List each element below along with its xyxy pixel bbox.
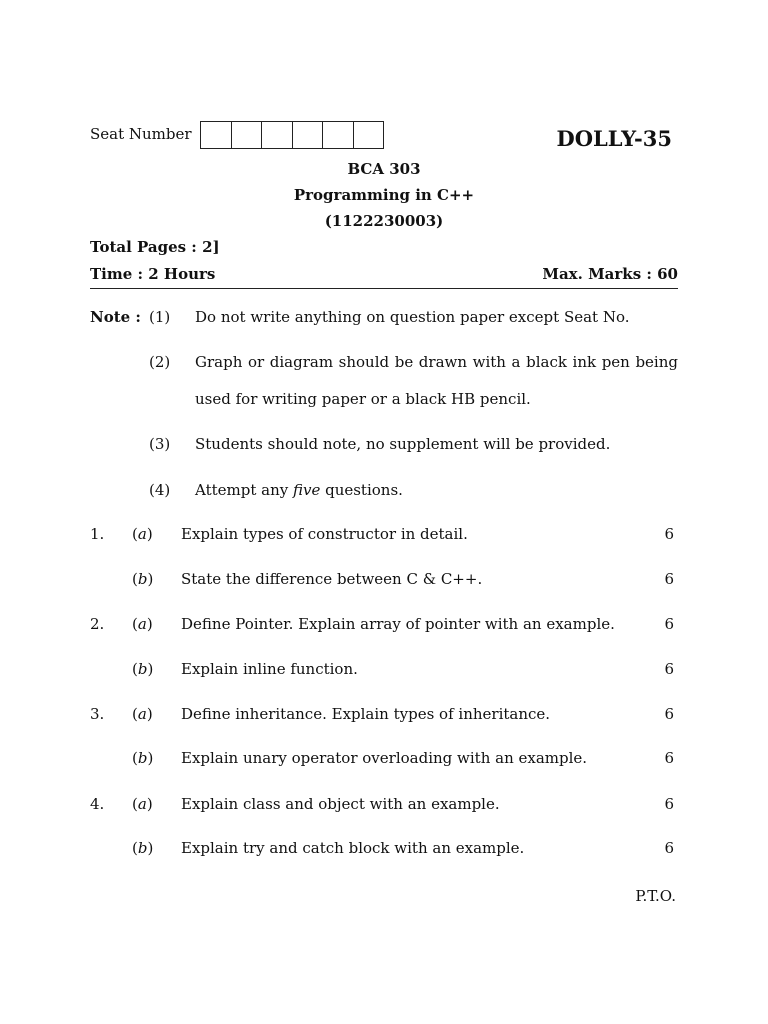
seat-box (262, 122, 293, 148)
question-marks: 6 (664, 795, 674, 813)
seat-number-boxes (200, 121, 384, 149)
part-label: (a) (132, 525, 153, 543)
question-number: 2. (90, 615, 105, 633)
pto-marker: P.T.O. (635, 887, 676, 905)
part-letter: b (137, 660, 148, 678)
paper-code: DOLLY-35 (556, 126, 672, 151)
part-letter: a (137, 525, 147, 543)
note-number: (2) (149, 353, 171, 371)
subject-title: Programming in C++ (293, 186, 475, 204)
question-text: Explain inline function. (181, 660, 358, 678)
note-text-pre: Attempt any (195, 481, 293, 499)
question-marks: 6 (664, 749, 674, 767)
note-number: (4) (149, 481, 171, 499)
part-label: (b) (132, 570, 154, 588)
question-marks: 6 (664, 525, 674, 543)
question-marks: 6 (664, 570, 674, 588)
question-marks: 6 (664, 839, 674, 857)
question-text: Explain try and catch block with an example. (181, 839, 525, 857)
question-marks: 6 (664, 660, 674, 678)
part-label: (b) (132, 749, 154, 767)
question-text: Explain class and object with an example. (181, 795, 500, 813)
part-letter: a (137, 795, 147, 813)
seat-box (323, 122, 354, 148)
question-text: Define Pointer. Explain array of pointer with an example. (181, 615, 615, 633)
course-code: BCA 303 (347, 160, 421, 178)
note-text-line-2: used for writing paper or a black HB pencil. (195, 390, 531, 408)
question-text: Explain unary operator overloading with an example. (181, 749, 588, 767)
seat-box (201, 122, 232, 148)
note-label: Note : (90, 308, 141, 326)
subject-code: (1122230003) (324, 212, 444, 230)
part-label: (b) (132, 839, 154, 857)
part-label: (a) (132, 705, 153, 723)
part-letter: b (137, 570, 148, 588)
note-text: Do not write anything on question paper except Seat No. (195, 308, 630, 326)
seat-box (232, 122, 263, 148)
note-text-post: questions. (320, 481, 403, 499)
total-pages: Total Pages : 2] (90, 238, 220, 256)
note-text-line-1: Graph or diagram should be drawn with a black ink pen being (195, 353, 678, 371)
time-allowed: Time : 2 Hours (90, 265, 216, 283)
header-divider (90, 288, 678, 289)
note-number: (1) (149, 308, 171, 326)
question-number: 4. (90, 795, 105, 813)
part-letter: b (137, 839, 148, 857)
part-label: (b) (132, 660, 154, 678)
seat-number-label: Seat Number (90, 125, 192, 143)
seat-box (293, 122, 324, 148)
part-letter: a (137, 705, 147, 723)
max-marks: Max. Marks : 60 (542, 265, 678, 283)
note-number: (3) (149, 435, 171, 453)
part-letter: a (137, 615, 147, 633)
question-number: 3. (90, 705, 105, 723)
question-marks: 6 (664, 615, 674, 633)
note-text-emphasis: five (292, 481, 321, 499)
part-label: (a) (132, 615, 153, 633)
question-text: State the difference between C & C++. (181, 570, 483, 588)
question-text: Define inheritance. Explain types of inheritance. (181, 705, 551, 723)
seat-box (354, 122, 384, 148)
part-label: (a) (132, 795, 153, 813)
note-text: Students should note, no supplement will be provided. (195, 435, 611, 453)
question-text: Explain types of constructor in detail. (181, 525, 468, 543)
note-text (195, 481, 403, 499)
question-number: 1. (90, 525, 105, 543)
part-letter: b (137, 749, 148, 767)
question-marks: 6 (664, 705, 674, 723)
